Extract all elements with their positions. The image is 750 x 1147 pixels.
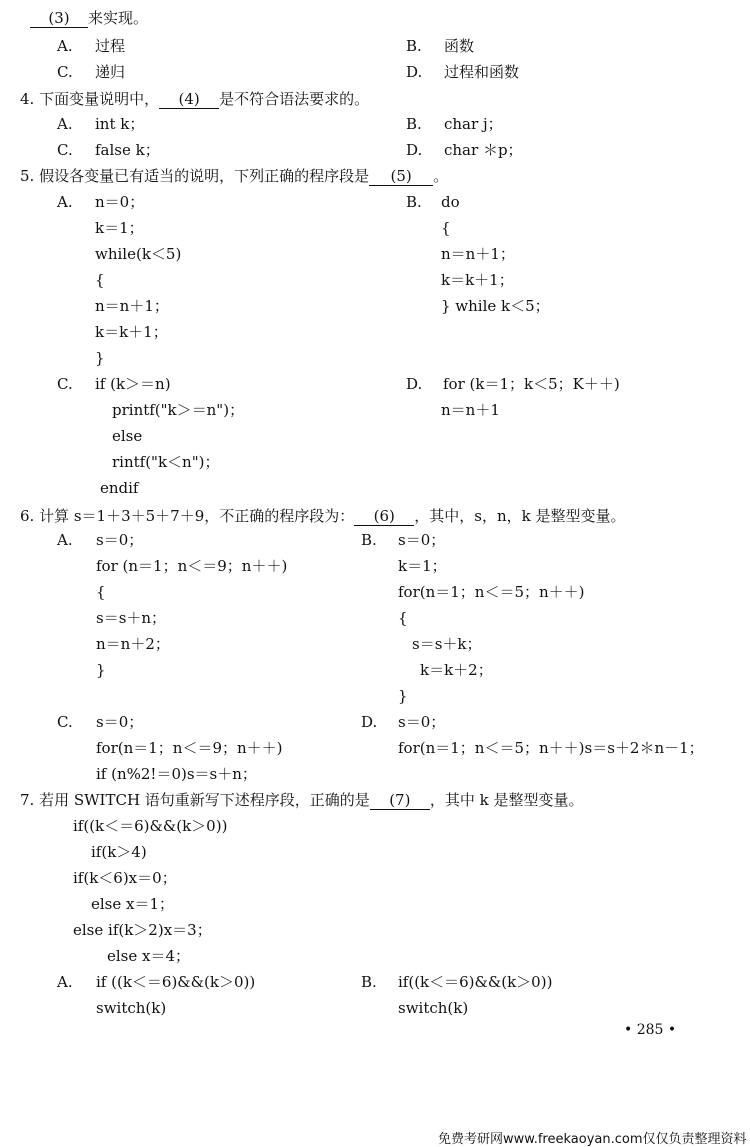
q4-option-c bbox=[57, 140, 160, 160]
q4-blank: (4) bbox=[159, 91, 219, 109]
q5-b-line: do bbox=[441, 193, 460, 211]
q6-b-line: s＝s＋k； bbox=[412, 635, 482, 653]
q6-c-line: for(n＝1；n＜＝9；n＋＋) bbox=[96, 739, 283, 757]
option-text: char j； bbox=[444, 115, 503, 133]
q6-stem bbox=[20, 506, 625, 526]
q3-option-a bbox=[57, 36, 125, 56]
page-number: • 285 • bbox=[624, 1022, 677, 1038]
q7-code-line: else if(k＞2)x＝3； bbox=[73, 921, 212, 939]
q6-b-line: for(n＝1；n＜＝5；n＋＋) bbox=[398, 583, 585, 601]
q5-a-line: n＝0； bbox=[95, 193, 145, 211]
q7-code-line: else x＝1； bbox=[91, 895, 175, 913]
q6-b-line: s＝0； bbox=[398, 531, 446, 549]
q6-option-a-label: A. bbox=[57, 531, 73, 549]
q7-code-line: if(k＜6)x＝0； bbox=[73, 869, 177, 887]
q5-a-line: n＝n＋1； bbox=[95, 297, 169, 315]
q5-a-line: { bbox=[95, 271, 105, 289]
q5-blank: (5) bbox=[369, 168, 433, 186]
q3-option-c bbox=[57, 62, 125, 82]
q5-d-line: for (k＝1；k＜5；K＋＋) bbox=[443, 375, 620, 393]
q6-option-c-label: C. bbox=[57, 713, 73, 731]
q7-code-line: if((k＜＝6)&&(k＞0)) bbox=[73, 817, 228, 835]
q5-a-line: while(k＜5) bbox=[95, 245, 182, 263]
option-text: 过程 bbox=[95, 37, 126, 55]
q7-blank: (7) bbox=[370, 792, 430, 810]
q3-option-b bbox=[406, 36, 474, 56]
q5-b-line: { bbox=[441, 219, 451, 237]
q5-option-c-label: C. bbox=[57, 375, 73, 393]
option-text: 过程和函数 bbox=[444, 63, 520, 81]
option-text: char ＊p； bbox=[444, 141, 523, 159]
q6-a-line: } bbox=[96, 661, 106, 679]
q5-option-b-label: B. bbox=[406, 193, 422, 211]
option-label: D. bbox=[406, 63, 423, 81]
q5-c-line: if (k＞＝n) bbox=[95, 375, 171, 393]
q7-code-line: else x＝4； bbox=[107, 947, 191, 965]
q6-d-line: for(n＝1；n＜＝5；n＋＋)s＝s＋2＊n－1； bbox=[398, 739, 704, 757]
q5-c-line: rintf("k＜n")； bbox=[112, 453, 220, 471]
q3-tail-text: 来实现。 bbox=[88, 9, 149, 27]
q5-option-a-label: A. bbox=[57, 193, 73, 211]
q7-lead: 7. 若用 SWITCH 语句重新写下述程序段，正确的是 bbox=[20, 791, 370, 809]
q5-c-line: endif bbox=[100, 479, 139, 497]
option-label: C. bbox=[57, 63, 73, 81]
q7-a-line: if ((k＜＝6)&&(k＞0)) bbox=[96, 973, 256, 991]
q4-lead: 4. 下面变量说明中， bbox=[20, 90, 160, 108]
option-text: 递归 bbox=[95, 63, 126, 81]
q6-option-b-label: B. bbox=[361, 531, 377, 549]
q5-tail: 。 bbox=[433, 167, 449, 185]
q6-a-line: { bbox=[96, 583, 106, 601]
q5-b-line: } while k＜5； bbox=[441, 297, 550, 315]
q6-d-line: s＝0； bbox=[398, 713, 446, 731]
q7-option-a-label: A. bbox=[57, 973, 73, 991]
q6-c-line: if (n%2!＝0)s＝s＋n； bbox=[96, 765, 257, 783]
q6-b-line: } bbox=[398, 687, 408, 705]
footer-watermark: 免费考研网www.freekaoyan.com仅仅负责整理资料 bbox=[438, 1132, 747, 1147]
q5-option-d-label: D. bbox=[406, 375, 423, 393]
option-label: A. bbox=[57, 115, 73, 133]
q5-lead: 5. 假设各变量已有适当的说明，下列正确的程序段是 bbox=[20, 167, 370, 185]
option-label: A. bbox=[57, 37, 73, 55]
option-label: B. bbox=[406, 37, 422, 55]
q5-a-line: } bbox=[95, 349, 105, 367]
q6-c-line: s＝0； bbox=[96, 713, 144, 731]
q5-c-line: else bbox=[112, 427, 143, 445]
q6-tail: ，其中，s，n，k 是整型变量。 bbox=[414, 507, 626, 525]
q6-a-line: s＝s＋n； bbox=[96, 609, 167, 627]
q7-stem bbox=[20, 790, 583, 810]
q5-c-line: printf("k＞＝n")； bbox=[112, 401, 245, 419]
q3-blank: (3) bbox=[30, 10, 88, 28]
q5-a-line: k＝1； bbox=[95, 219, 144, 237]
q5-a-line: k＝k＋1； bbox=[95, 323, 168, 341]
q3-tail bbox=[30, 8, 148, 28]
q7-a-line: switch(k) bbox=[96, 999, 167, 1017]
q6-a-line: s＝0； bbox=[96, 531, 144, 549]
q7-code-line: if(k＞4) bbox=[91, 843, 147, 861]
option-text: int k； bbox=[95, 115, 145, 133]
q6-b-line: k＝k＋2； bbox=[420, 661, 493, 679]
option-label: B. bbox=[406, 115, 422, 133]
q5-stem bbox=[20, 166, 448, 186]
q6-a-line: for (n＝1；n＜＝9；n＋＋) bbox=[96, 557, 288, 575]
q7-b-line: if((k＜＝6)&&(k＞0)) bbox=[398, 973, 553, 991]
q4-tail: 是不符合语法要求的。 bbox=[219, 90, 370, 108]
q5-b-line: k＝k＋1； bbox=[441, 271, 514, 289]
option-text: false k； bbox=[95, 141, 160, 159]
q4-option-b bbox=[406, 114, 503, 134]
q6-blank: (6) bbox=[354, 508, 414, 526]
q7-option-b-label: B. bbox=[361, 973, 377, 991]
q3-option-d bbox=[406, 62, 519, 82]
q6-b-line: k＝1； bbox=[398, 557, 447, 575]
q6-lead: 6. 计算 s＝1＋3＋5＋7＋9，不正确的程序段为： bbox=[20, 507, 355, 525]
q7-tail: ，其中 k 是整型变量。 bbox=[429, 791, 584, 809]
q4-option-d bbox=[406, 140, 523, 160]
option-label: C. bbox=[57, 141, 73, 159]
q6-b-line: { bbox=[398, 609, 408, 627]
q7-b-line: switch(k) bbox=[398, 999, 469, 1017]
q5-b-line: n＝n＋1； bbox=[441, 245, 515, 263]
q6-option-d-label: D. bbox=[361, 713, 378, 731]
option-label: D. bbox=[406, 141, 423, 159]
option-text: 函数 bbox=[444, 37, 475, 55]
q4-option-a bbox=[57, 114, 144, 134]
q6-a-line: n＝n＋2； bbox=[96, 635, 170, 653]
q4-stem bbox=[20, 89, 369, 109]
q5-d-line: n＝n＋1 bbox=[441, 401, 500, 419]
